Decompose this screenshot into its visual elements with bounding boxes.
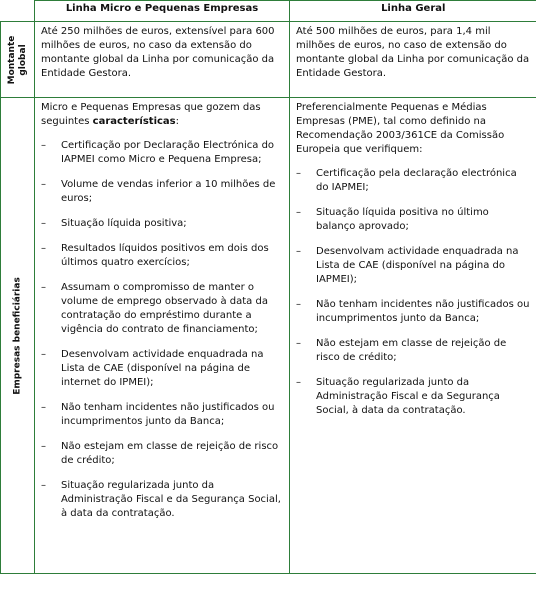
list-item: – Não tenham incidentes não justificados ou incumprimentos junto da Banca; [41,401,283,429]
list-item: – Situação regularizada junto da Administração Fiscal e da Segurança Social, à data da contratação. [296,376,531,418]
row-label-montante-line1: Montante [6,35,17,84]
micro-intro-text: Micro e Pequenas Empresas que gozem das seguintes [41,102,261,127]
row-empresas [1,98,536,574]
list-item: – Assumam o compromisso de manter o volume de emprego observado à data da contratação do empréstimo durante a vigência do contrato de financiamento; [41,281,283,337]
geral-criteria-list [296,167,531,418]
list-item: – Resultados líquidos positivos em dois dos últimos quatro exercícios; [41,242,283,270]
list-item: – Não estejam em classe de rejeição de risco de crédito; [296,337,531,365]
header-micro: Linha Micro e Pequenas Empresas [35,1,290,22]
row-label-montante [7,35,29,84]
micro-intro-bold: características [92,116,176,127]
montante-geral-cell [290,22,536,98]
list-item: – Situação líquida positiva; [41,217,283,231]
empresas-micro-cell [35,98,290,574]
header-geral: Linha Geral [290,1,536,22]
corner-cell [1,1,35,22]
micro-intro-end: : [175,116,180,127]
row-label-cell-montante [1,22,35,98]
header-row [1,1,536,22]
list-item: – Não estejam em classe de rejeição de risco de crédito; [41,440,283,468]
list-item: – Desenvolvam actividade enquadrada na Lista de CAE (disponível na página do IAPMEI); [296,245,531,287]
row-montante [1,22,536,98]
list-item: – Desenvolvam actividade enquadrada na Lista de CAE (disponível na página de internet do IPMEI); [41,348,283,390]
empresas-geral-cell [290,98,536,574]
empresas-micro-intro [41,101,283,129]
montante-geral-text: Até 500 milhões de euros, para 1,4 mil milhões de euros, no caso de extensão do montante global da Linha por comunicação da Entidade Gestora. [296,26,530,79]
row-label-cell-empresas [1,98,35,574]
empresas-geral-intro: Preferencialmente Pequenas e Médias Empresas (PME), tal como definido na Recomendação 2003/361CE da Comissão Europeia que verifiquem: [296,102,505,155]
list-item: – Situação líquida positiva no último balanço aprovado; [296,206,531,234]
micro-criteria-list [41,139,283,521]
list-item: – Certificação pela declaração electrónica do IAPMEI; [296,167,531,195]
list-item: – Não tenham incidentes não justificados ou incumprimentos junto da Banca; [296,298,531,326]
row-label-montante-line2: global [17,43,28,76]
montante-micro-cell [35,22,290,98]
list-item: – Volume de vendas inferior a 10 milhões de euros; [41,178,283,206]
list-item: – Situação regularizada junto da Administração Fiscal e da Segurança Social, à data da contratação. [41,479,283,521]
montante-micro-text: Até 250 milhões de euros, extensível para 600 milhões de euros, no caso da extensão do montante global da Linha por comunicação da Entidade Gestora. [41,26,275,79]
list-item: – Certificação por Declaração Electrónica do IAPMEI como Micro e Pequena Empresa; [41,139,283,167]
row-label-empresas: Empresas beneficiárias [12,276,22,395]
